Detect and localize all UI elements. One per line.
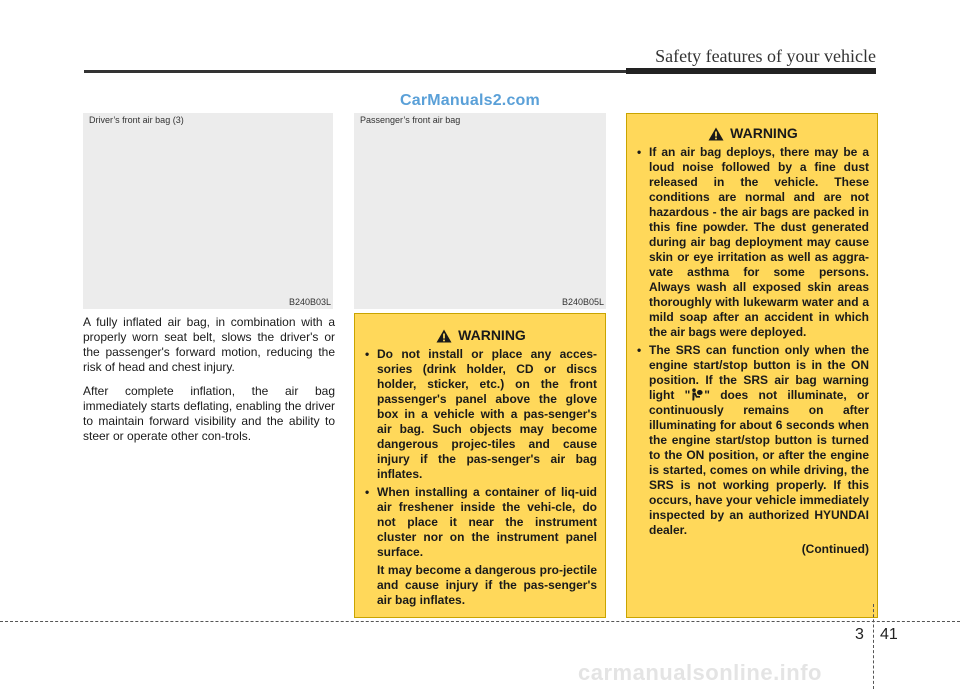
figure-caption: Passenger’s front air bag <box>360 115 461 125</box>
warning-item <box>637 343 869 538</box>
header-rule-accent <box>626 68 876 74</box>
driver-airbag-figure <box>83 113 333 309</box>
figure-code: B240B03L <box>288 297 331 307</box>
warning-continuation: It may become a dangerous pro-jectile and cause injury if the pas-senger's air bag inflates. <box>377 563 597 607</box>
warning-item <box>365 485 597 608</box>
warning-box-deployment <box>626 113 878 618</box>
body-paragraph: A fully inflated air bag, in combination with a properly worn seat belt, slows the driver's or the passenger's forward motion, reducing the risk of head and chest injury. <box>83 315 335 374</box>
passenger-airbag-figure <box>354 113 606 309</box>
warning-item: • Do not install or place any acces-sories (drink holder, CD or discs holder, sticker, etc.) on the front passenger's panel above the glove box in a vehicle with a pas-senger's air bag. Such objects may become dangerous projec-tiles and cause injury if the pas-senger's air bag inflates. <box>365 347 597 482</box>
warning-item-text: When installing a container of liq-uid air freshener inside the vehi-cle, do not place it near the instrument cluster nor on the instrument panel surface. <box>377 485 597 559</box>
warning-triangle-icon <box>708 127 724 141</box>
warning-item: • If an air bag deploys, there may be a loud noise followed by a fine dust released in the vehicle. These conditions are normal and are not hazardous - the air bags are packed in this fine powder. The dust generated during air bag deployment may cause skin or eye irritation as well as aggra-vate asthma for some persons. Always wash all exposed skin areas thoroughly with lukewarm water and a mild soap after an accident in which the air bags were deployed. <box>637 145 869 340</box>
body-text <box>83 315 335 453</box>
warning-heading-text: WARNING <box>458 327 526 343</box>
warning-box-accessories <box>354 313 606 618</box>
figure-caption: Driver’s front air bag (3) <box>89 115 184 125</box>
watermark-bottom: carmanualsonline.info <box>578 660 822 685</box>
warning-heading <box>637 126 869 141</box>
figure-code: B240B05L <box>561 297 604 307</box>
warning-heading-text: WARNING <box>730 125 798 141</box>
body-paragraph: After complete inflation, the air bag immediately starts deflating, enabling the driver to maintain forward visibility and the ability to steer or operate other con-trols. <box>83 384 335 443</box>
page-number: 41 <box>880 626 898 643</box>
page-header-title: Safety features of your vehicle <box>655 46 876 66</box>
chapter-number: 3 <box>855 626 864 643</box>
airbag-warning-icon <box>691 388 703 401</box>
watermark-top: CarManuals2.com <box>400 92 540 109</box>
warning-triangle-icon <box>436 329 452 343</box>
warning-heading <box>365 328 597 343</box>
footer-rule <box>0 621 960 622</box>
warning-item-text-after: " does not illuminate, or continuously remains on after illuminating for about 6 seconds when the engine start/stop button is turned to the ON position, or after the engine is started, comes on while driving, the SRS is not working properly. If this occurs, have your vehicle immediately inspected by an authorized HYUNDAI dealer. <box>649 388 869 537</box>
warning-item-text-before: The SRS can function only when the engine start/stop button is in the ON position. If the SRS air bag warning light " <box>649 343 869 402</box>
continued-label: (Continued) <box>801 542 869 556</box>
page-number-divider <box>873 604 874 689</box>
